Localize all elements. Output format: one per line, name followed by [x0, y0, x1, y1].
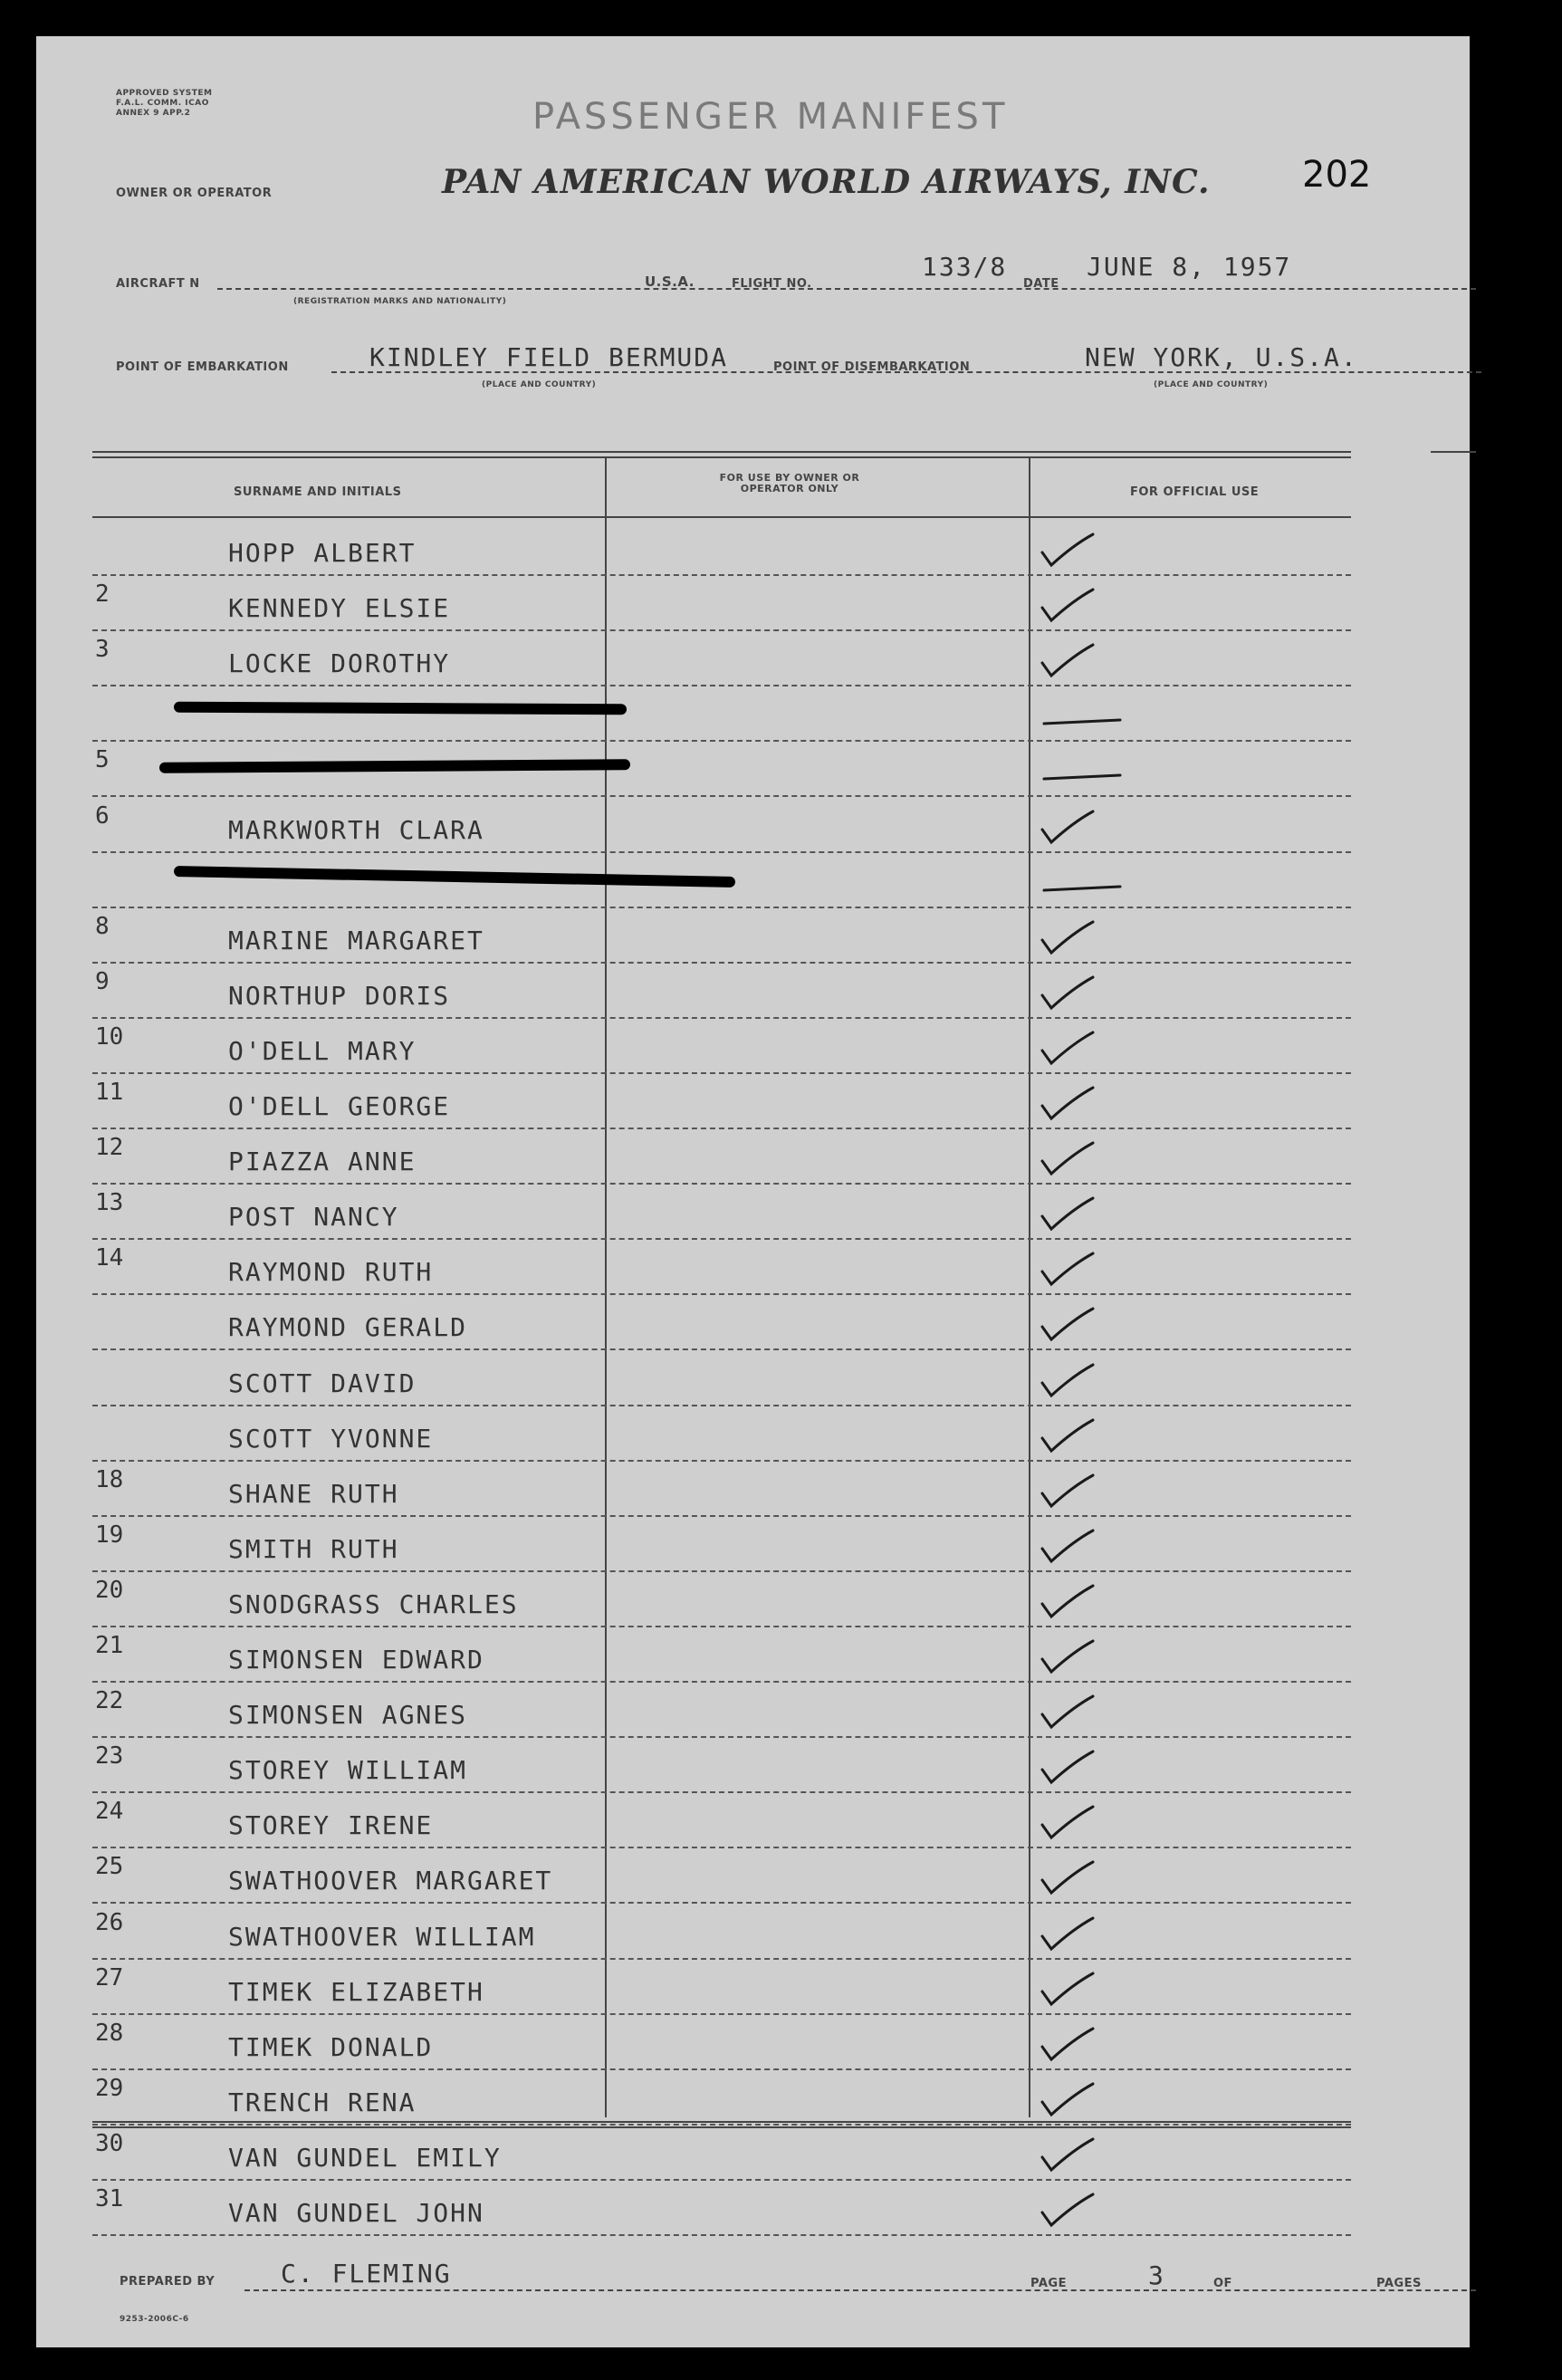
table-row [36, 911, 1470, 966]
approval-stamp: APPROVED SYSTEM F.A.L. COMM. ICAO ANNEX 9 APP.2 [116, 89, 213, 118]
row-number: 27 [95, 1963, 124, 1991]
form-code: 9253-2006C-6 [120, 2315, 189, 2324]
passenger-name: SNODGRASS CHARLES [228, 1588, 519, 1619]
checkmark-icon [1037, 1799, 1127, 1847]
row-rule [92, 1183, 1351, 1185]
table-bottom-rule-2 [92, 2126, 1351, 2128]
row-rule [92, 907, 1351, 908]
passenger-name: STOREY IRENE [228, 1810, 434, 1841]
passenger-name: TIMEK DONALD [228, 2031, 434, 2062]
table-row [36, 689, 1470, 744]
passenger-name: RAYMOND RUTH [228, 1257, 434, 1288]
checkmark-icon [1037, 1358, 1127, 1405]
row-rule [92, 574, 1351, 576]
row-rule [92, 1626, 1351, 1627]
page-label: PAGE [1030, 2277, 1067, 2290]
passenger-name: VAN GUNDEL EMILY [228, 2142, 502, 2173]
row-rule [92, 962, 1351, 964]
checkmark-icon [1037, 1468, 1127, 1515]
checkmark-icon [1037, 1523, 1127, 1570]
country-code: U.S.A. [645, 274, 695, 290]
passenger-name: O'DELL MARY [228, 1035, 417, 1066]
table-row [36, 1243, 1470, 1298]
row-rule [92, 1681, 1351, 1683]
table-row [36, 1741, 1470, 1796]
row-number: 8 [95, 912, 110, 940]
row-rule [92, 2124, 1351, 2126]
row-rule [92, 1736, 1351, 1738]
row-number: 9 [95, 967, 110, 995]
row-rule [92, 1847, 1351, 1848]
checkmark-icon [1037, 1301, 1127, 1348]
table-row [36, 2128, 1470, 2183]
date-label: DATE [1023, 277, 1059, 291]
disembark-label: POINT OF DISEMBARKATION [773, 360, 971, 374]
checkmark-icon [1037, 638, 1127, 685]
checkmark-icon [1037, 582, 1127, 629]
passenger-name: SHANE RUTH [228, 1478, 399, 1509]
operator-name: PAN AMERICAN WORLD AIRWAYS, INC. [442, 163, 1211, 201]
row-number: 6 [95, 801, 110, 830]
table-row [36, 1464, 1470, 1520]
manifest-title: PASSENGER MANIFEST [532, 96, 1009, 138]
passenger-name: PIAZZA ANNE [228, 1147, 417, 1177]
checkmark-icon [1037, 1191, 1127, 1238]
table-row [36, 1409, 1470, 1464]
table-row [36, 801, 1470, 856]
row-number: 20 [95, 1576, 124, 1604]
embark-value: KINDLEY FIELD BERMUDA [369, 342, 729, 372]
row-number: 23 [95, 1742, 124, 1771]
row-rule [92, 1238, 1351, 1240]
table-top-rule-stub [1431, 451, 1476, 453]
row-rule [92, 1017, 1351, 1019]
registration-note: (REGISTRATION MARKS AND NATIONALITY) [293, 297, 507, 306]
table-row [36, 2183, 1470, 2239]
table-row [36, 634, 1470, 689]
table-row [36, 1520, 1470, 1575]
table-row [36, 1575, 1470, 1630]
passenger-name: SCOTT YVONNE [228, 1423, 434, 1454]
passenger-name: MARINE MARGARET [228, 925, 484, 955]
row-number: 19 [95, 1521, 124, 1549]
row-rule [92, 1570, 1351, 1572]
row-number: 10 [95, 1022, 124, 1051]
checkmark-icon [1037, 1911, 1127, 1958]
prepared-by-value: C. FLEMING [281, 2259, 452, 2289]
date-value: JUNE 8, 1957 [1087, 252, 1292, 282]
checkmark-icon [1037, 1080, 1127, 1128]
row-rule [92, 1293, 1351, 1295]
embark-place-note: (PLACE AND COUNTRY) [482, 380, 597, 389]
passenger-name: HOPP ALBERT [228, 538, 417, 568]
passenger-name: TIMEK ELIZABETH [228, 1976, 484, 2007]
row-rule [92, 851, 1351, 853]
checkmark-icon [1037, 1744, 1127, 1791]
checkmark-icon [1037, 1025, 1127, 1072]
embark-label: POINT OF EMBARKATION [116, 360, 289, 374]
table-row [36, 1685, 1470, 1741]
passenger-name: SIMONSEN AGNES [228, 1700, 468, 1731]
checkmark-icon [1037, 1966, 1127, 2013]
manifest-page [36, 36, 1470, 2347]
checkmark-icon [1037, 2077, 1127, 2124]
row-number: 22 [95, 1687, 124, 1715]
cancel-dash-icon [1037, 859, 1127, 907]
checkmark-icon [1037, 1579, 1127, 1626]
row-number: 29 [95, 2074, 124, 2102]
table-row [36, 1630, 1470, 1685]
disembark-place-note: (PLACE AND COUNTRY) [1154, 380, 1269, 389]
passenger-name: SIMONSEN EDWARD [228, 1645, 484, 1675]
checkmark-icon [1037, 527, 1127, 574]
checkmark-icon [1037, 970, 1127, 1017]
table-row [36, 1187, 1470, 1243]
checkmark-icon [1037, 1634, 1127, 1681]
row-number: 30 [95, 2129, 124, 2157]
row-number: 24 [95, 1798, 124, 1826]
table-row [36, 1132, 1470, 1187]
row-rule [92, 1348, 1351, 1350]
aircraft-line [217, 288, 1476, 290]
table-top-rule-2 [92, 456, 1351, 458]
table-row [36, 1907, 1470, 1963]
row-rule [92, 1072, 1351, 1074]
row-rule [92, 795, 1351, 797]
row-number: 26 [95, 1908, 124, 1936]
footer-line [244, 2289, 1476, 2291]
checkmark-icon [1037, 1855, 1127, 1902]
table-row [36, 523, 1470, 579]
row-rule [92, 2234, 1351, 2236]
row-rule [92, 685, 1351, 686]
row-rule [92, 2068, 1351, 2070]
pages-label: PAGES [1376, 2277, 1422, 2290]
table-row [36, 579, 1470, 634]
row-rule [92, 740, 1351, 742]
passenger-name: RAYMOND GERALD [228, 1312, 468, 1343]
passenger-name: VAN GUNDEL JOHN [228, 2198, 484, 2228]
page-number-stamp: 202 [1302, 154, 1372, 196]
passenger-name: POST NANCY [228, 1202, 399, 1233]
table-row [36, 1298, 1470, 1353]
passenger-name: SCOTT DAVID [228, 1368, 417, 1398]
aircraft-label: AIRCRAFT N [116, 277, 200, 291]
row-rule [92, 2179, 1351, 2181]
flight-number: 133/8 [922, 252, 1008, 282]
passenger-name: MARKWORTH CLARA [228, 814, 484, 845]
row-rule [92, 2013, 1351, 2015]
flight-label: FLIGHT NO. [732, 277, 812, 291]
row-number: 31 [95, 2185, 124, 2212]
owner-label: OWNER OR OPERATOR [116, 187, 273, 200]
table-row [36, 1963, 1470, 2018]
checkmark-icon [1037, 1136, 1127, 1183]
checkmark-icon [1037, 915, 1127, 962]
cancel-dash-icon [1037, 748, 1127, 795]
table-row [36, 1077, 1470, 1132]
table-row [36, 2018, 1470, 2073]
row-number: 11 [95, 1079, 124, 1106]
checkmark-icon [1037, 1413, 1127, 1460]
row-rule [92, 1405, 1351, 1406]
passenger-name: SWATHOOVER WILLIAM [228, 1921, 536, 1952]
table-row [36, 2073, 1470, 2128]
disembark-value: NEW YORK, U.S.A. [1085, 342, 1358, 372]
passenger-name: STOREY WILLIAM [228, 1755, 468, 1786]
cancel-dash-icon [1037, 693, 1127, 740]
prepared-by-label: PREPARED BY [120, 2275, 216, 2289]
row-number: 28 [95, 2019, 124, 2047]
row-number: 18 [95, 1465, 124, 1493]
row-number: 13 [95, 1189, 124, 1217]
table-bottom-rule [92, 2121, 1351, 2123]
row-number: 21 [95, 1632, 124, 1659]
table-top-rule [92, 451, 1351, 453]
table-row [36, 1796, 1470, 1851]
table-row [36, 856, 1470, 911]
passenger-name: SWATHOOVER MARGARET [228, 1866, 553, 1896]
row-rule [92, 1791, 1351, 1793]
page-value: 3 [1148, 2260, 1165, 2290]
col-header-official: FOR OFFICIAL USE [1130, 485, 1260, 499]
table-row [36, 1354, 1470, 1409]
row-number: 2 [95, 581, 110, 609]
of-label: OF [1213, 2277, 1232, 2290]
passenger-name: SMITH RUTH [228, 1533, 399, 1564]
checkmark-icon [1037, 804, 1127, 851]
checkmark-icon [1037, 2132, 1127, 2179]
row-rule [92, 1958, 1351, 1960]
table-header-rule [92, 516, 1351, 518]
row-number: 12 [95, 1134, 124, 1162]
row-number: 25 [95, 1853, 124, 1881]
checkmark-icon [1037, 1689, 1127, 1736]
table-row [36, 1022, 1470, 1077]
checkmark-icon [1037, 2187, 1127, 2234]
passenger-name: TRENCH RENA [228, 2087, 417, 2117]
checkmark-icon [1037, 2021, 1127, 2068]
passenger-name: LOCKE DOROTHY [228, 648, 451, 679]
row-rule [92, 629, 1351, 631]
row-rule [92, 1515, 1351, 1517]
col-header-name: SURNAME AND INITIALS [234, 485, 402, 499]
passenger-name: NORTHUP DORIS [228, 980, 451, 1011]
table-row [36, 1851, 1470, 1906]
row-number: 14 [95, 1244, 124, 1272]
table-row [36, 966, 1470, 1022]
col-header-owner: FOR USE BY OWNER OR OPERATOR ONLY [719, 472, 860, 494]
passenger-name: O'DELL GEORGE [228, 1091, 451, 1121]
row-number: 3 [95, 636, 110, 664]
row-rule [92, 1460, 1351, 1462]
row-rule [92, 1902, 1351, 1904]
row-number: 5 [95, 746, 110, 774]
row-rule [92, 1128, 1351, 1129]
checkmark-icon [1037, 1246, 1127, 1293]
passenger-name: KENNEDY ELSIE [228, 593, 451, 624]
